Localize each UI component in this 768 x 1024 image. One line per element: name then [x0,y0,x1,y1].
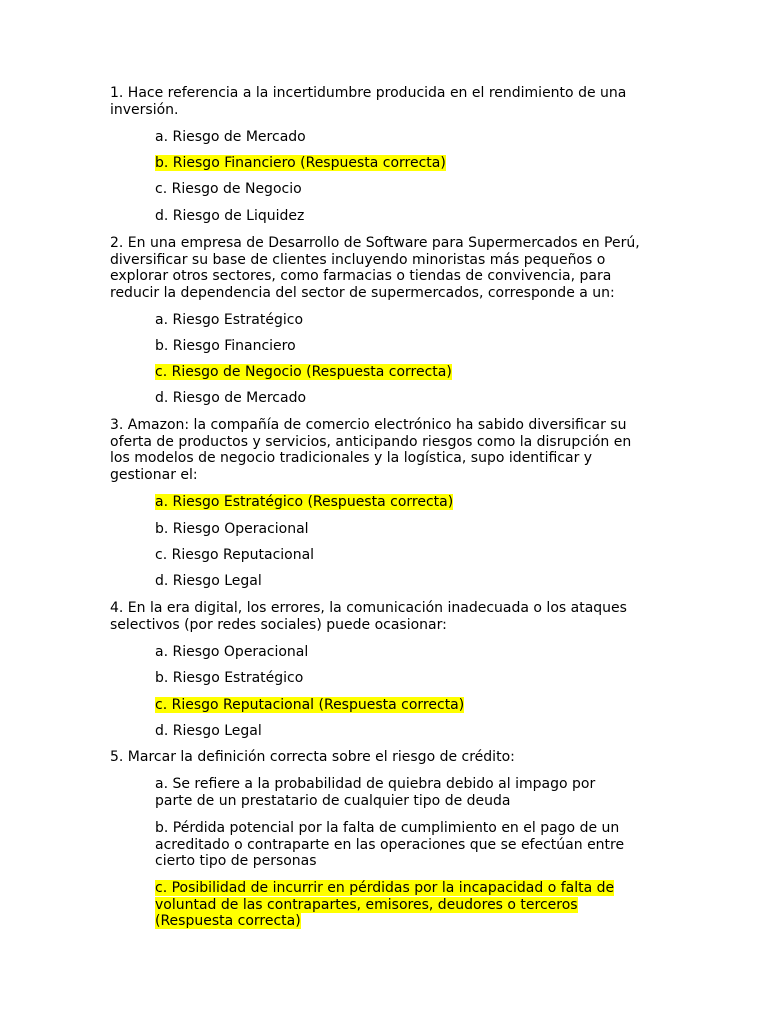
option-4b: b. Riesgo Estratégico [155,670,304,686]
option-2d: d. Riesgo de Mercado [155,390,307,406]
option-1b-correct [155,155,635,172]
option-1a: a. Riesgo de Mercado [155,129,306,145]
answer-highlight: b. Riesgo Financiero (Respuesta correcta) [155,155,446,171]
option-1d: d. Riesgo de Liquidez [155,208,305,224]
option-1c: c. Riesgo de Negocio [155,181,302,197]
option-2b: b. Riesgo Financiero [155,338,296,354]
answer-highlight: c. Riesgo Reputacional (Respuesta correcta) [155,697,465,713]
option-4c-correct [155,697,635,714]
option-4d: d. Riesgo Legal [155,723,262,739]
option-5c-correct [155,880,635,930]
option-5b: b. Pérdida potencial por la falta de cumplimiento en el pago de un acreditado o contraparte en las operaciones que se efectúan entre cierto tipo de personas [155,820,625,870]
question-4: 4. En la era digital, los errores, la comunicación inadecuada o los ataques selectivos (por redes sociales) puede ocasionar: [110,600,627,633]
question-2: 2. En una empresa de Desarrollo de Software para Supermercados en Perú, diversificar su base de clientes incluyendo minoristas más pequeños o explorar otros sectores, como farmacias o tiendas de convivencia, para reducir la dependencia del sector de supermercados, corresponde a un: [110,235,640,301]
option-3c: c. Riesgo Reputacional [155,547,315,563]
answer-highlight: c. Posibilidad de incurrir en pérdidas por la incapacidad o falta de voluntad de las contrapartes, emisores, deudores o terceros (Respuesta correcta) [155,880,615,930]
answer-highlight: c. Riesgo de Negocio (Respuesta correcta) [155,364,452,380]
question-5: 5. Marcar la definición correcta sobre el riesgo de crédito: [110,749,515,765]
option-3d: d. Riesgo Legal [155,573,262,589]
option-2a: a. Riesgo Estratégico [155,312,304,328]
option-5a: a. Se refiere a la probabilidad de quiebra debido al impago por parte de un prestatario de cualquier tipo de deuda [155,776,596,809]
answer-highlight: a. Riesgo Estratégico (Respuesta correcta) [155,494,454,510]
option-3a-correct [155,494,635,511]
question-3: 3. Amazon: la compañía de comercio electrónico ha sabido diversificar su oferta de productos y servicios, anticipando riesgos como la disrupción en los modelos de negocio tradicionales y la logística, supo identificar y gestionar el: [110,417,632,483]
option-2c-correct [155,364,635,381]
option-3b: b. Riesgo Operacional [155,521,309,537]
question-1: 1. Hace referencia a la incertidumbre producida en el rendimiento de una inversión. [110,85,627,118]
option-4a: a. Riesgo Operacional [155,644,309,660]
